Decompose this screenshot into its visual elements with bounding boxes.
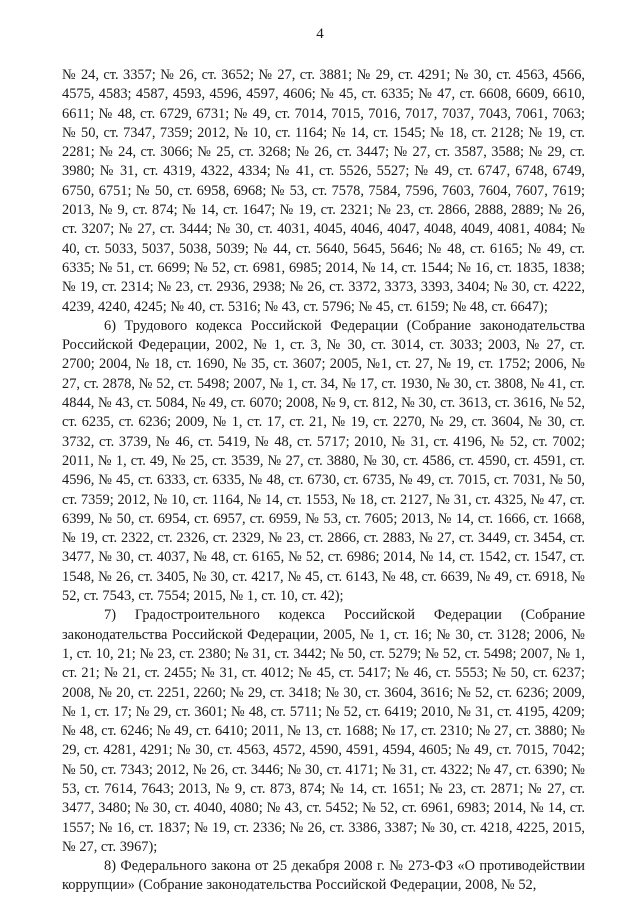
paragraph-labor-code: 6) Трудового кодекса Российской Федерации (Собрание законодательства Российской Федерации, 2002, № 1, ст. 3, № 30, ст. 3014, ст. 3033; 2003, № 27, ст. 2700; 2004, № 18, ст. 1690, № 35, ст. 3607; 2005, №1, ст. 27, № 19, ст. 1752; 2006, № 27, ст. 2878, № 52, ст. 5498; 2007, № 1, ст. 34, № 17, ст. 1930, № 30, ст. 3808, № 41, ст. 4844, № 43, ст. 5084, № 49, ст. 6070; 2008, № 9, ст. 812, № 30, ст. 3613, ст. 3616, № 52, ст. 6235, ст. 6236; 2009, № 1, ст. 17, ст. 21, № 19, ст. 2270, № 29, ст. 3604, № 30, ст. 3732, ст. 3739, № 46, ст. 5419, № 48, ст. 5717; 2010, № 31, ст. 4196, № 52, ст. 7002; 2011, № 1, ст. 49, № 25, ст. 3539, № 27, ст. 3880, № 30, ст. 4586, ст. 4590, ст. 4591, ст. 4596, № 45, ст. 6333, ст. 6335, № 48, ст. 6730, ст. 6735, № 49, ст. 7015, ст. 7031, № 50, ст. 7359; 2012, № 10, ст. 1164, № 14, ст. 1553, № 18, ст. 2127, № 31, ст. 4325, № 47, ст. 6399, № 50, ст. 6954, ст. 6957, ст. 6959, № 53, ст. 7605; 2013, № 14, ст. 1666, ст. 1668, № 19, ст. 2322, ст. 2326, ст. 2329, № 23, ст. 2866, ст. 2883, № 27, ст. 3449, ст. 3454, ст. 3477, № 30, ст. 4037, № 48, ст. 6165, № 52, ст. 6986; 2014, № 14, ст. 1542, ст. 1547, ст. 1548, № 26, ст. 3405, № 30, ст. 4217, № 45, ст. 6143, № 48, ст. 6639, № 49, ст. 6918, № 52, ст. 7543, ст. 7554; 2015, № 1, ст. 10, ст. 42); (62, 317, 585, 605)
paragraph-continuation: № 24, ст. 3357; № 26, ст. 3652; № 27, ст. 3881; № 29, ст. 4291; № 30, ст. 4563, 4566, 4575, 4583; 4587, 4593, 4596, 4597, 4606; № 45, ст. 6335; № 47, ст. 6608, 6609, 6610, 6611; № 48, ст. 6729, 6731; № 49, ст. 7014, 7015, 7016, 7017, 7037, 7043, 7061, 7063; № 50, ст. 7347, 7359; 2012, № 10, ст. 1164; № 14, ст. 1545; № 18, ст. 2128; № 19, ст. 2281; № 24, ст. 3066; № 25, ст. 3268; № 26, ст. 3447; № 27, ст. 3587, 3588; № 29, ст. 3980; № 31, ст. 4319, 4322, 4334; № 41, ст. 5526, 5527; № 49, ст. 6747, 6748, 6749, 6750, 6751; № 50, ст. 6958, 6968; № 53, ст. 7578, 7584, 7596, 7603, 7604, 7607, 7619; 2013, № 9, ст. 874; № 14, ст. 1647; № 19, ст. 2321; № 23, ст. 2866, 2888, 2889; № 26, ст. 3207; № 27, ст. 3444; № 30, ст. 4031, 4045, 4046, 4047, 4048, 4049, 4081, 4084; № 40, ст. 5033, 5037, 5038, 5039; № 44, ст. 5640, 5645, 5646; № 48, ст. 6165; № 49, ст. 6335; № 51, ст. 6699; № 52, ст. 6981, 6985; 2014, № 14, ст. 1544; № 16, ст. 1835, 1838; № 19, ст. 2314; № 23, ст. 2936, 2938; № 26, ст. 3372, 3373, 3393, 3404; № 30, ст. 4222, 4239, 4240, 4245; № 40, ст. 5316; № 43, ст. 5796; № 45, ст. 6159; № 48, ст. 6647); (62, 67, 585, 315)
page-number: 4 (316, 26, 324, 42)
paragraph-urban-planning-code: 7) Градостроительного кодекса Российской Федерации (Собрание законодательства Российской Федерации, 2005, № 1, ст. 16; № 30, ст. 3128; 2006, № 1, ст. 10, 21; № 23, ст. 2380; № 31, ст. 3442; № 50, ст. 5279; № 52, ст. 5498; 2007, № 1, ст. 21; № 21, ст. 2455; № 31, ст. 4012; № 45, ст. 5417; № 46, ст. 5553; № 50, ст. 6237; 2008, № 20, ст. 2251, 2260; № 29, ст. 3418; № 30, ст. 3604, 3616; № 52, ст. 6236; 2009, № 1, ст. 17; № 29, ст. 3601; № 48, ст. 5711; № 52, ст. 6419; 2010, № 31, ст. 4195, 4209; № 48, ст. 6246; № 49, ст. 6410; 2011, № 13, ст. 1688; № 17, ст. 2310; № 27, ст. 3880; № 29, ст. 4281, 4291; № 30, ст. 4563, 4572, 4590, 4591, 4594, 4605; № 49, ст. 7015, 7042; № 50, ст. 7343; 2012, № 26, ст. 3446; № 30, ст. 4171; № 31, ст. 4322; № 47, ст. 6390; № 53, ст. 7614, 7643; 2013, № 9, ст. 873, 874; № 14, ст. 1651; № 23, ст. 2871; № 27, ст. 3477, 3480; № 30, ст. 4040, 4080; № 43, ст. 5452; № 52, ст. 6961, 6983; 2014, № 14, ст. 1557; № 16, ст. 1837; № 19, ст. 2336; № 26, ст. 3386, 3387; № 30, ст. 4218, 4225, 2015, № 27, ст. 3967); (62, 607, 585, 855)
document-body (62, 66, 585, 896)
paragraph-anti-corruption-law: 8) Федерального закона от 25 декабря 2008 г. № 273-ФЗ «О противодействии коррупции» (Собрание законодательства Российской Федерации, 2008, № 52, (62, 858, 585, 894)
